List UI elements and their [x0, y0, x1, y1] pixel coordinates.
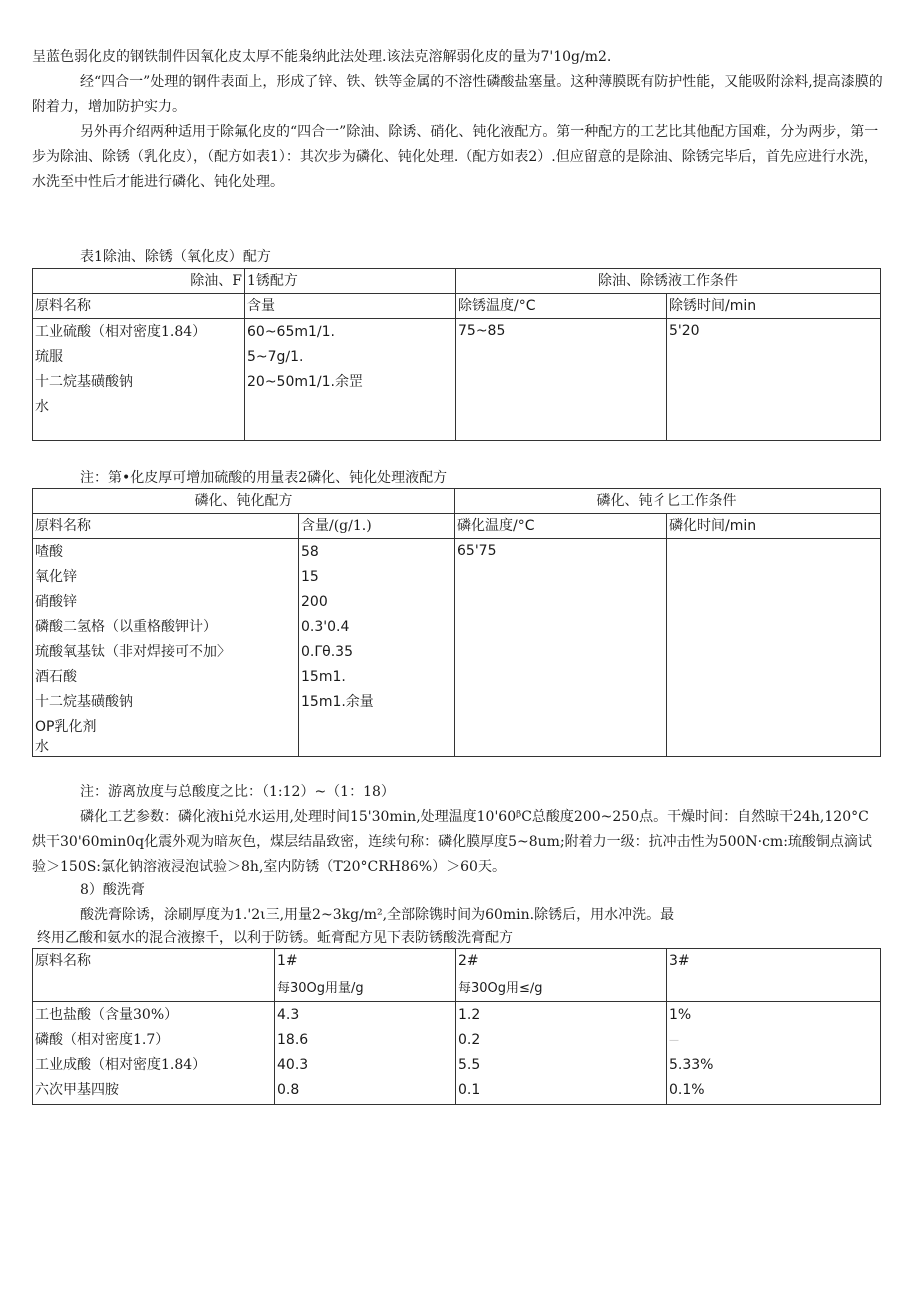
- list-item: 58: [301, 544, 319, 560]
- list-item: 工业硫酸（相对密度1.84）: [35, 324, 207, 340]
- ratio-note: 注：游离放度与总酸度之比：（1:12）~（1：18）: [80, 784, 395, 800]
- list-item: 喳酸: [35, 544, 63, 560]
- pickling-paragraph-line-1: 酸洗膏除诱，涂刷厚度为1.'2ι三,用量2~3kg∕m²,全部除镌时间为60min.除锈后，用水冲洗。最: [80, 907, 675, 923]
- table3-col-3: 3#: [667, 949, 881, 1002]
- table3-col-1-sub: 每30Og用量/g: [277, 981, 364, 996]
- table-cell: 0.2: [458, 1032, 481, 1048]
- table-cell: 5.33%: [669, 1057, 714, 1073]
- table1-temp-value: 75~85: [456, 319, 667, 441]
- table3: [32, 948, 881, 1105]
- table2-materials-cell: [33, 539, 299, 757]
- table1-header-left: 除油、F: [33, 269, 245, 294]
- table3-materials-cell: [33, 1002, 275, 1105]
- table-cell: —: [669, 1035, 679, 1046]
- intro-paragraph-2: 经“四合一”处理的钢件表面上，形成了锌、铁、铁等金属的不溶性磷酸盐塞量。这种薄膜既有防护性能，又能吸附涂料,提高漆膜的附着力，增加防护实力。: [32, 74, 883, 115]
- table-cell: 0.1%: [669, 1082, 705, 1098]
- table2-caption: 注：第•化皮厚可增加硫酸的用量表2磷化、钝化处理液配方: [80, 470, 448, 486]
- table1: [32, 268, 881, 441]
- table-cell: 0.8: [277, 1082, 300, 1098]
- list-item: 0.3'0.4: [301, 619, 350, 635]
- table-cell: 40.3: [277, 1057, 309, 1073]
- table3-col-2-sub: 每30Og用≤∕g: [458, 981, 543, 996]
- list-item: 5~7g∕1.: [247, 349, 304, 365]
- table1-amounts-cell: [245, 319, 456, 441]
- table2-header-right-a: 磷化、钝彳: [455, 489, 667, 514]
- table-cell: 18.6: [277, 1032, 309, 1048]
- table2-time-value: [667, 539, 881, 757]
- list-item: 15: [301, 569, 319, 585]
- table1-col-material: 原料名称: [33, 294, 245, 319]
- list-item: 15m1.余量: [301, 694, 374, 710]
- table2-amounts-cell: [299, 539, 455, 757]
- list-item: 20~50m1∕1.余罡: [247, 374, 363, 390]
- list-item: 0.Γθ.35: [301, 644, 353, 660]
- table-cell: 0.1: [458, 1082, 481, 1098]
- table2-header-right-b: 匕工作条件: [667, 489, 881, 514]
- table1-header-mid: 1锈配方: [245, 269, 456, 294]
- table1-caption: 表1除油、除锈（氧化皮）配方: [80, 249, 271, 265]
- table-cell: 1%: [669, 1007, 692, 1023]
- table2-temp-value: 65'75: [455, 539, 667, 757]
- table2-col-amount: 含量/(g∕1.): [299, 514, 455, 539]
- table-row: 工业成酸（相对密度1.84）: [35, 1057, 207, 1073]
- process-paragraph: 磷化工艺参数：磷化液hi兑水运用,处理时间15'30min,处理温度10'60ᵝC总酸度200~250点。干燥时间：自然晾干24h,120°C烘干30'60min0q化震外观为暗灰色，煤层结晶致密，连续句称：磷化膜厚度5~8um;附着力一级：抗冲击性为500N·cm:琉酸铜点滴试验＞150S:氯化钠溶液浸泡试验＞8h,室内防锈（T20°CRH86%）＞60天。: [32, 809, 872, 875]
- list-item: 水: [35, 399, 49, 415]
- table2-col-material: 原料名称: [33, 514, 299, 539]
- table-row: 六次甲基四胺: [35, 1082, 119, 1098]
- list-item: 200: [301, 594, 328, 610]
- table3-col-2-label: 2#: [458, 953, 479, 969]
- table3-col-1: [275, 949, 456, 1002]
- list-item: 氧化锌: [35, 569, 77, 585]
- section-heading: 8）酸洗膏: [80, 882, 145, 898]
- list-item: 水: [35, 739, 49, 755]
- list-item: 琉酸氧基钛（非对焊接可不加〉: [35, 644, 231, 660]
- list-item: 十二烷基磺酸钠: [35, 694, 133, 710]
- list-item: 酒石酸: [35, 669, 77, 685]
- table1-col-time: 除锈时间/min: [667, 294, 881, 319]
- list-item: 十二烷基磺酸钠: [35, 374, 133, 390]
- table1-col-amount: 含量: [245, 294, 456, 319]
- table-row: 工也盐酸（含量30%）: [35, 1007, 179, 1023]
- table3-col-2: [456, 949, 667, 1002]
- table3-values-1: [275, 1002, 456, 1105]
- list-item: OP乳化剂: [35, 719, 97, 735]
- list-item: 15m1.: [301, 669, 346, 685]
- table3-values-2: [456, 1002, 667, 1105]
- list-item: 琉服: [35, 349, 63, 365]
- table1-header-right: 除油、除锈液工作条件: [456, 269, 881, 294]
- intro-paragraph-1: 呈蓝色弱化皮的钢铁制件因氧化皮太厚不能枭纳此法处理.该法克溶解弱化皮的量为7'10g∕m2.: [32, 49, 612, 65]
- list-item: 硝酸锌: [35, 594, 77, 610]
- table-cell: 4.3: [277, 1007, 300, 1023]
- list-item: 磷酸二氢格（以重格酸钾计）: [35, 619, 217, 635]
- table3-col-material: 原料名称: [33, 949, 275, 1002]
- table2-col-time: 磷化时间/min: [667, 514, 881, 539]
- table1-time-value: 5'20: [667, 319, 881, 441]
- table1-col-temp: 除锈温度/°C: [456, 294, 667, 319]
- table3-values-3: [667, 1002, 881, 1105]
- table2: [32, 488, 881, 757]
- table-cell: 1.2: [458, 1007, 481, 1023]
- intro-paragraph-3: 另外再介绍两种适用于除氟化皮的“四合一”除油、除诱、硝化、钝化液配方。第一种配方的工艺比其他配方国难，分为两步，第一步为除油、除锈（乳化皮），（配方如表1）：其次步为磷化、钝化处理.（配方如表2）.但应留意的是除油、除锈完毕后，首先应进行水洗，水洗至中性后才能进行磷化、钝化处理。: [32, 124, 879, 190]
- table-cell: 5.5: [458, 1057, 481, 1073]
- table2-header-left: 磷化、钝化配方: [33, 489, 455, 514]
- pickling-paragraph-line-2: 终用乙酸和氨水的混合液擦千，以利于防锈。蚯膏配方见下表防锈酸洗膏配方: [37, 930, 513, 946]
- table-row: 磷酸（相对密度1.7）: [35, 1032, 170, 1048]
- table2-col-temp: 磷化温度/°C: [455, 514, 667, 539]
- list-item: 60~65m1∕1.: [247, 324, 335, 340]
- table1-materials-cell: [33, 319, 245, 441]
- table3-col-1-label: 1#: [277, 953, 298, 969]
